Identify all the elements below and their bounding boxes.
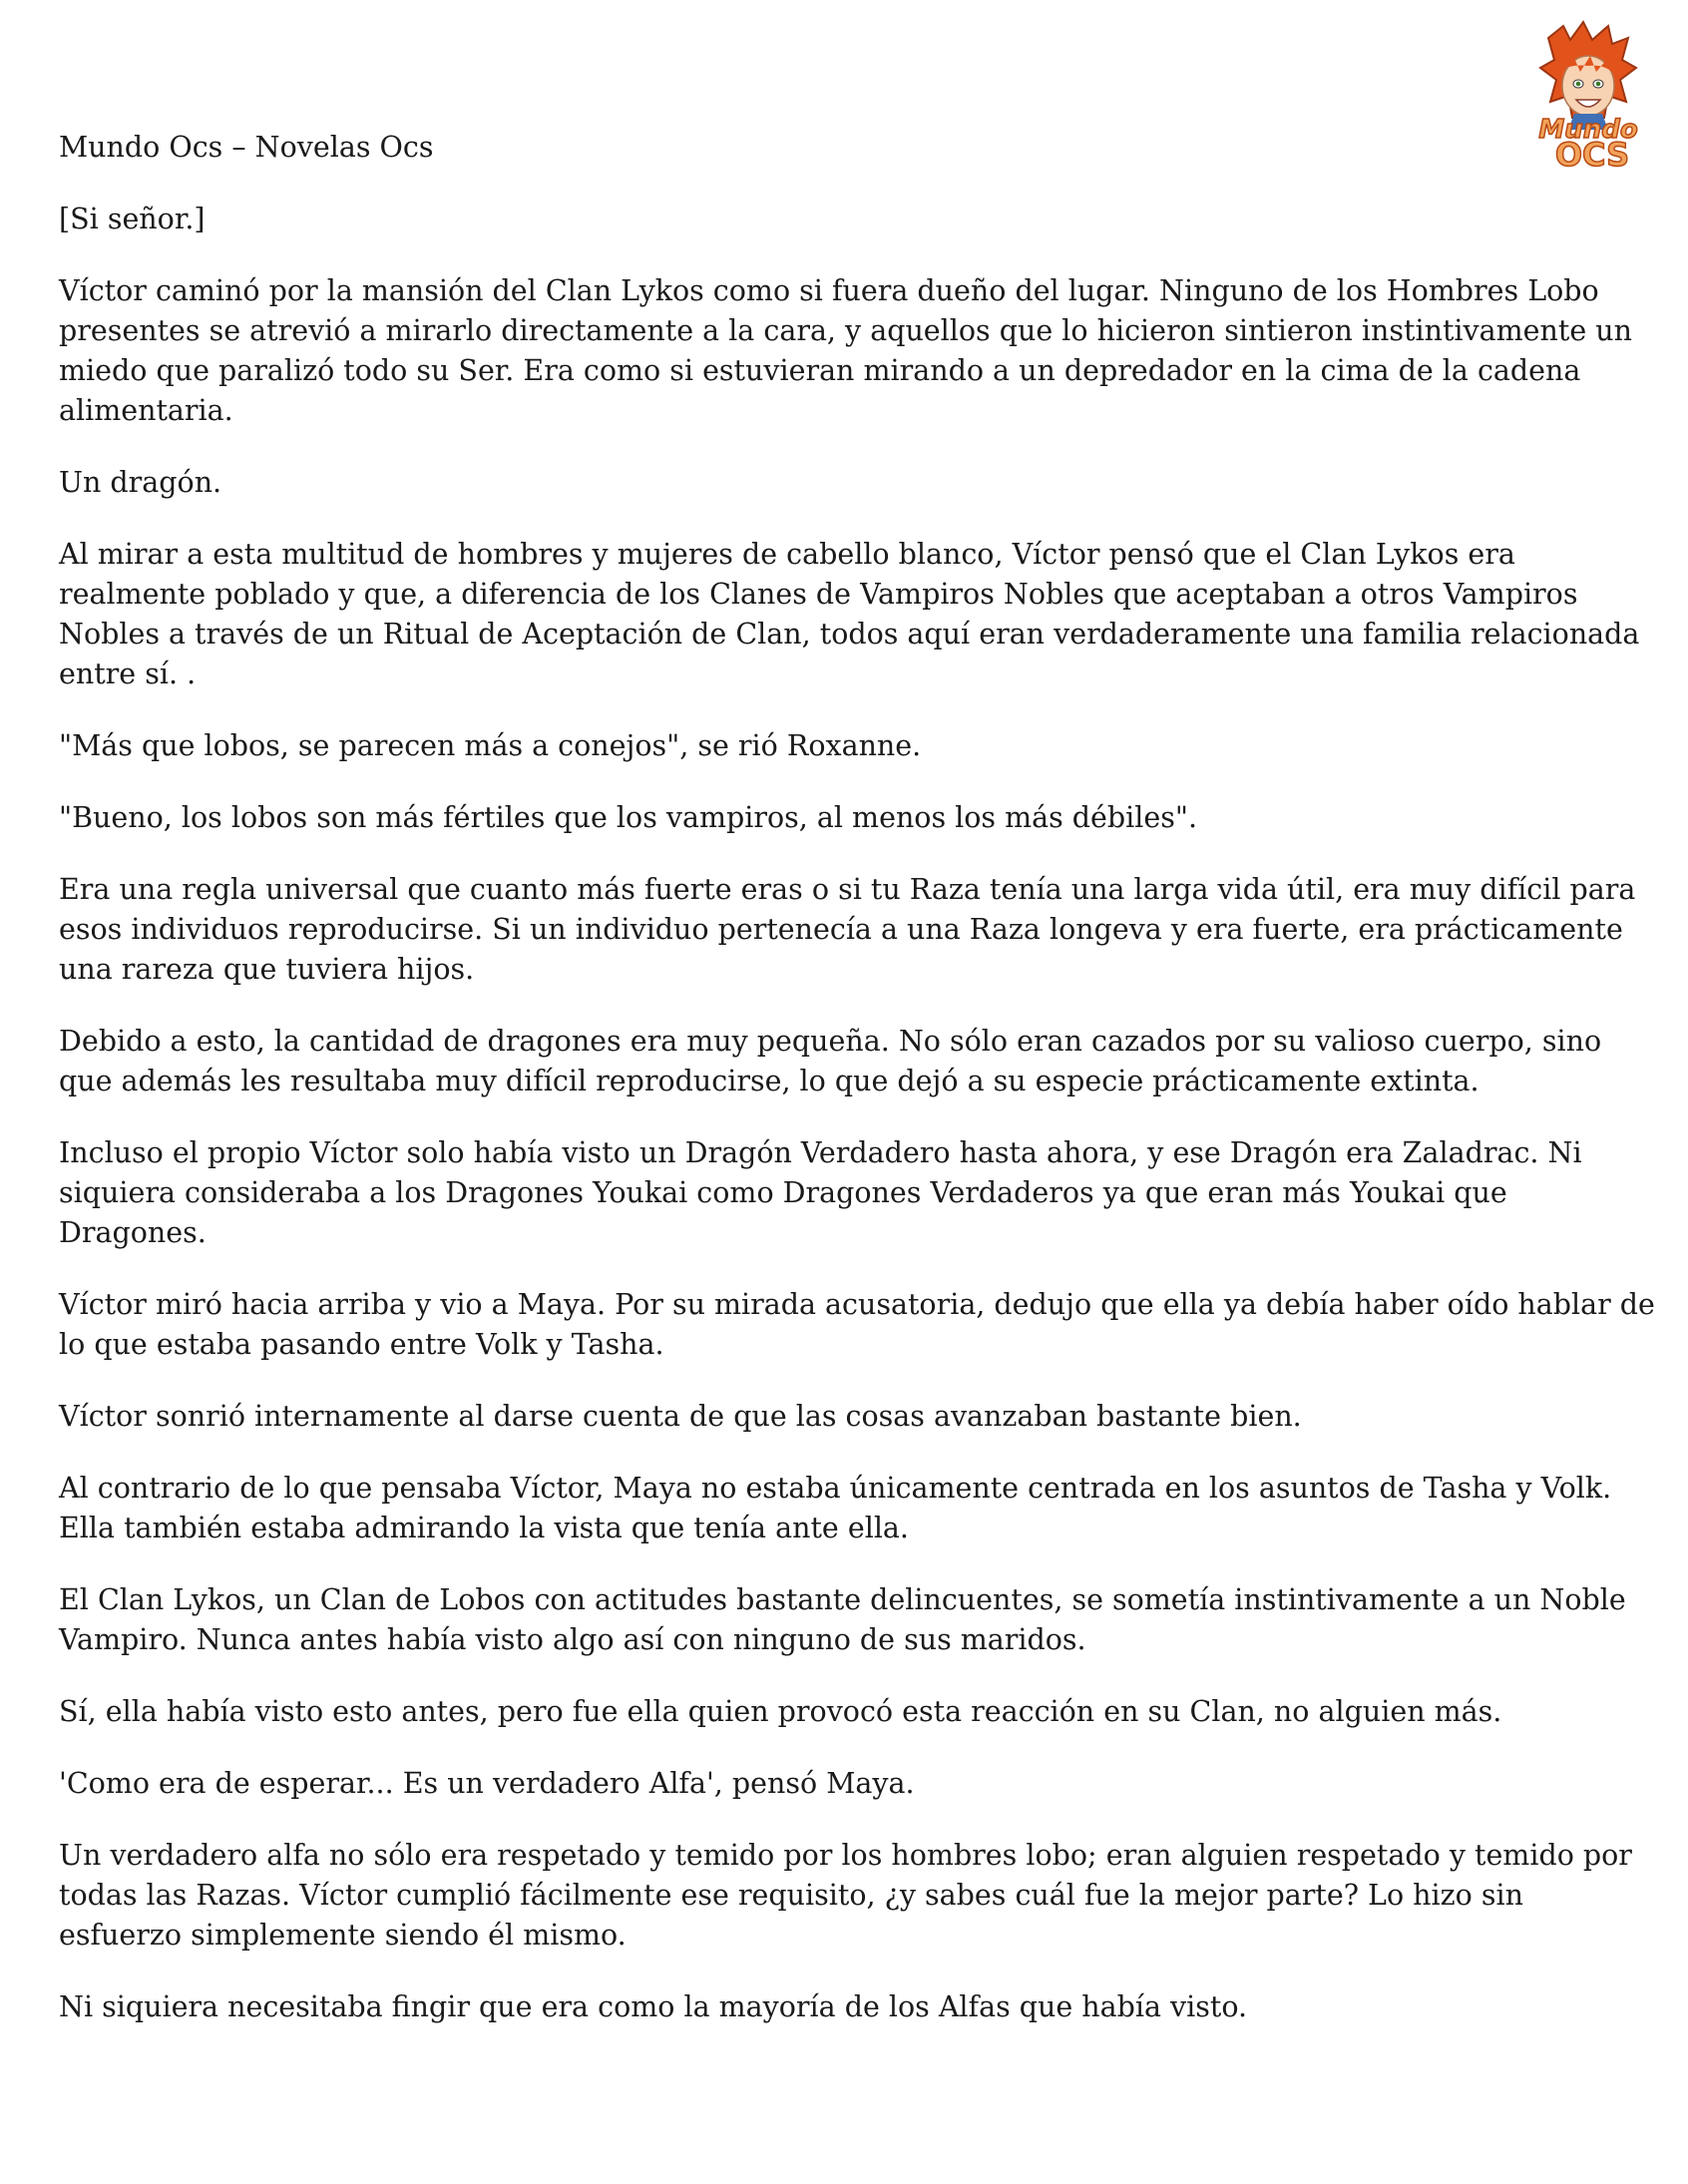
paragraph: Al mirar a esta multitud de hombres y mujeres de cabello blanco, Víctor pensó que el Clan Lykos era realmente poblado y que, a diferencia de los Clanes de Vampiros Nobles que aceptaban a otros Vampiros Nobles a través de un Ritual de Aceptación de Clan, todos aquí eran verdaderamente una familia relacionada entre sí. . [59, 538, 1640, 690]
paragraph: Víctor miró hacia arriba y vio a Maya. Por su mirada acusatoria, dedujo que ella ya debía haber oído hablar de lo que estaba pasando entre Volk y Tasha. [59, 1288, 1655, 1361]
left-pupil [1576, 82, 1581, 87]
logo-text-line1: Mundo [1538, 115, 1638, 145]
logo-text-line2: OCS [1554, 136, 1630, 174]
paragraph: Ni siquiera necesitaba fingir que era como la mayoría de los Alfas que había visto. [59, 1990, 1248, 2023]
paragraph: Era una regla universal que cuanto más fuerte eras o si tu Raza tenía una larga vida útil, era muy difícil para esos individuos reproducirse. Si un individuo pertenecía a una Raza longeva y era fuerte, era prácticamente una rareza que tuviera hijos. [59, 873, 1636, 986]
paragraph: Sí, ella había visto esto antes, pero fue ella quien provocó esta reacción en su Clan, no alguien más. [59, 1695, 1502, 1728]
paragraph: Un verdadero alfa no sólo era respetado y temido por los hombres lobo; eran alguien respetado y temido por todas las Razas. Víctor cumplió fácilmente ese requisito, ¿y sabes cuál fue la mejor parte? Lo hizo sin esfuerzo simplemente siendo él mismo. [59, 1839, 1632, 1952]
paragraph: [Si señor.] [59, 203, 206, 235]
paragraph: Víctor sonrió internamente al darse cuenta de que las cosas avanzaban bastante bien. [59, 1400, 1302, 1433]
document-body [59, 128, 1655, 2059]
paragraph: "Bueno, los lobos son más fértiles que los vampiros, al menos los más débiles". [59, 801, 1198, 834]
paragraph: Víctor caminó por la mansión del Clan Lykos como si fuera dueño del lugar. Ninguno de los Hombres Lobo presentes se atrevió a mirarlo directamente a la cara, y aquellos que lo hicieron sintieron instintivamente un miedo que paralizó todo su Ser. Era como si estuvieran mirando a un depredador en la cima de la cadena alimentaria. [59, 274, 1632, 427]
paragraph: Al contrario de lo que pensaba Víctor, Maya no estaba únicamente centrada en los asuntos de Tasha y Volk. Ella también estaba admirando la vista que tenía ante ella. [59, 1472, 1612, 1544]
paragraph: "Más que lobos, se parecen más a conejos", se rió Roxanne. [59, 729, 922, 762]
paragraph: Un dragón. [59, 466, 222, 499]
right-pupil [1596, 82, 1601, 87]
document-title: Mundo Ocs – Novelas Ocs [59, 131, 434, 164]
paragraph: Debido a esto, la cantidad de dragones era muy pequeña. No sólo eran cazados por su valioso cuerpo, sino que además les resultaba muy difícil reproducirse, lo que dejó a su especie prácticamente extinta. [59, 1025, 1602, 1097]
paragraph: Incluso el propio Víctor solo había visto un Dragón Verdadero hasta ahora, y ese Dragón era Zaladrac. Ni siquiera consideraba a los Dragones Youkai como Dragones Verdaderos ya que eran más Youkai que Dragones. [59, 1136, 1582, 1249]
paragraph: 'Como era de esperar... Es un verdadero Alfa', pensó Maya. [59, 1767, 915, 1800]
paragraph: El Clan Lykos, un Clan de Lobos con actitudes bastante delincuentes, se sometía instintivamente a un Noble Vampiro. Nunca antes había visto algo así con ninguno de sus maridos. [59, 1583, 1626, 1656]
